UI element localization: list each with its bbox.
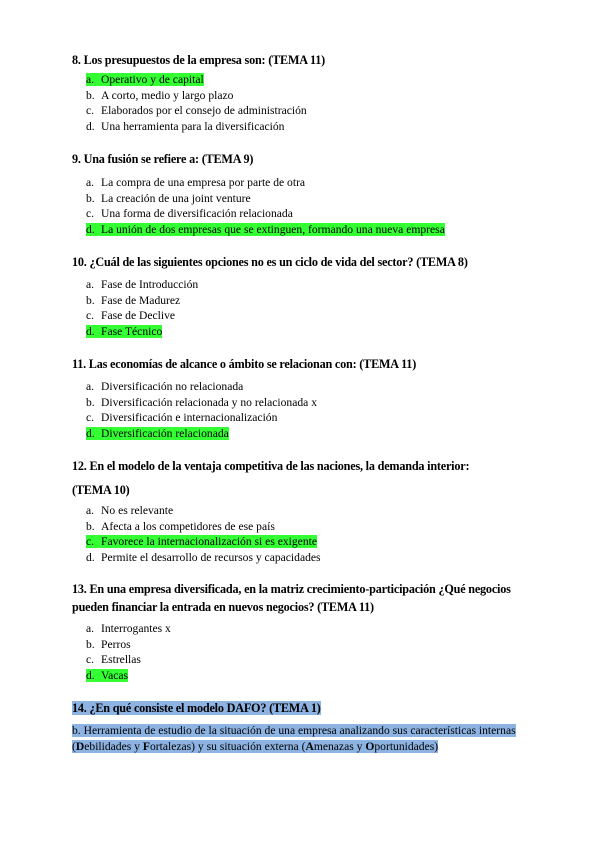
option: d. La unión de dos empresas que se extinguen, formando una nueva empresa [86, 222, 445, 236]
question-14-title: 14. ¿En qué consiste el modelo DAFO? (TEMA 1) [72, 701, 321, 715]
option: a. Diversificación no relacionada [86, 380, 244, 393]
option: c. Una forma de diversificación relacionada [86, 207, 293, 221]
question-12-title: 12. En el modelo de la ventaja competitiva de las naciones, la demanda interior: [72, 459, 470, 473]
option: c. Fase de Declive [86, 309, 176, 323]
option: a. La compra de una empresa por parte de otra [86, 176, 306, 189]
question-10-title: 10. ¿Cuál de las siguientes opciones no es un ciclo de vida del sector? (TEMA 8) [72, 255, 468, 269]
question-9-title: 9. Una fusión se refiere a: (TEMA 9) [72, 152, 254, 166]
option: a. Operativo y de capital [86, 73, 204, 86]
question-8-options [86, 72, 556, 134]
option: a. No es relevante [86, 504, 174, 517]
option: c. Diversificación e internacionalización [86, 411, 278, 425]
question-10-options [86, 277, 556, 339]
question-14-answer: b. Herramienta de estudio de la situación de una empresa analizando sus características internas (Debilidades y Fortalezas) y su situación externa (Amenazas y Oportunidades) [72, 724, 516, 753]
question-11-options [86, 379, 556, 441]
option: b. Diversificación relacionada y no relacionada x [86, 395, 317, 409]
option: b. La creación de una joint venture [86, 191, 251, 205]
option: c. Estrellas [86, 653, 141, 667]
question-13-title-cont: pueden financiar la entrada en nuevos negocios? (TEMA 11) [72, 600, 374, 614]
question-13-options [86, 621, 556, 683]
option: d. Diversificación relacionada [86, 426, 229, 440]
question-12-title-cont: (TEMA 10) [72, 483, 130, 497]
option: d. Una herramienta para la diversificación [86, 119, 285, 133]
option: c. Favorece la internacionalización si es exigente [86, 535, 317, 549]
option: d. Fase Técnico [86, 324, 163, 338]
option: d. Vacas [86, 668, 129, 682]
option: b. Afecta a los competidores de ese país [86, 519, 275, 533]
question-12-options [86, 503, 556, 565]
option: b. Perros [86, 637, 131, 651]
option: d. Permite el desarrollo de recursos y capacidades [86, 550, 321, 564]
option: a. Fase de Introducción [86, 278, 199, 291]
question-9-options [86, 175, 556, 237]
question-8-title: 8. Los presupuestos de la empresa son: (TEMA 11) [72, 53, 326, 67]
question-13-title: 13. En una empresa diversificada, en la matriz crecimiento-participación ¿Qué negocios [72, 582, 511, 596]
question-11-title: 11. Las economías de alcance o ámbito se relacionan con: (TEMA 11) [72, 357, 417, 371]
option: a. Interrogantes x [86, 622, 171, 635]
option: b. Fase de Madurez [86, 293, 181, 307]
option: c. Elaborados por el consejo de administración [86, 104, 307, 118]
option: b. A corto, medio y largo plazo [86, 88, 234, 102]
